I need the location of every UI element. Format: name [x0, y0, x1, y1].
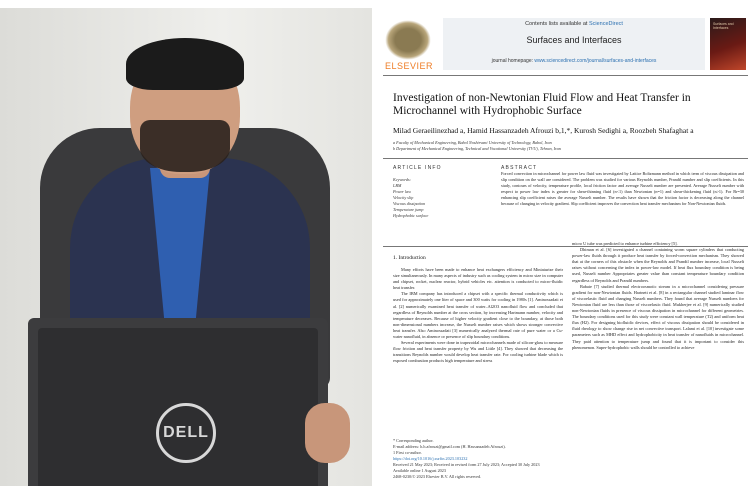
contents-prefix: Contents lists available at: [525, 21, 588, 27]
paragraph: The IBM company has introduced a chipset with a specific thermal conductivity which is used for approximately one liter of space and 300 watts for cooling in 1980s [1]. Aminossadati et al. [2] numerically examined heat transfer of water–Al2O3 nanofluid flow and concluded that regardless of Reynolds number at the cross section, by increasing Hartmann number, velocity and temperature decreases. Because of higher velocity gradient close to the boundary, at those both non-dimensional numbers increase, the Nusselt number raises which shows stronger convective heat transfer. Also Aminossadati [3] numerically analyzed thermal rate of pure water or a Cu-water nanofluid, in absence or presence of slip boundary conditions.: [393, 291, 563, 340]
first-coauthor-note: 1 First co-author.: [393, 450, 422, 455]
hair: [126, 38, 244, 90]
homepage-prefix: journal homepage:: [491, 58, 534, 64]
title-line-1: Investigation of non-Newtonian Fluid Flow and Heat Transfer in: [393, 92, 691, 104]
author-photo: [0, 8, 372, 486]
issn-copyright: 2468-0230/© 2023 Elsevier B.V. All rights reserved.: [393, 474, 482, 479]
keyword: LBM: [393, 183, 402, 188]
paragraph: Many efforts have been made to enhance heat exchangers efficiency and Miniaturize their size simultaneously. In many aspects of industry such as cooling system in micro size in computer and chipset, rocket, nuclear reactor, hybrid vehicles etc. attention is conducted to micro-fluidic heat transfer.: [393, 267, 563, 291]
introduction-heading: 1. Introduction: [393, 255, 426, 261]
doi-link[interactable]: https://doi.org/10.1016/j.surfin.2023.103232: [393, 456, 468, 461]
homepage-link[interactable]: www.sciencedirect.com/journal/surfaces-and-interfaces: [534, 58, 657, 64]
email-note: E-mail address: h.h.afrouzi@gmail.com (H. Hassanzadeh Afrouzi).: [393, 444, 506, 449]
available-online: Available online 1 August 2023: [393, 468, 446, 473]
paragraph: Dhiman et al. [6] investigated a channel containing worm square cylinders that conducting power-law fluids through it produce heat transfer by forced-convection mechanism. They showed that at the corners of this obstacle when the Reynolds and Prandtl number increase, local Nusselt raises without concerning the index in power-law model. If heat flux boundary condition is being used, Nusselt number Appropriates greater value than constant temperature boundary condition regardless of Reynolds and Prandtl numbers.: [572, 247, 744, 283]
paragraph: Babaie [7] studied thermal electroosmotic stream in a microchannel considering pressure gradient for non-Newtonian fluids. Hartnett et al. [8] in a rectangular channel studied laminar flow of viscoelastic fluid and changing Nusselt numbers. They found that average Nusselt numbers for Newtonian fluid are less than those of viscoelastic fluid. Mukherjee et al. [9] numerically studied non-Newtonian fluids in presence of viscous dissipation in microchannel for different geometries. The boundary conditions used for this study were constant wall temperature (T2) and uniform heat flux (H2). For designing biofluidic devices, effect of viscous dissipation should be considered in fluid rheology to show change rise in net convective transport. Lalami et al. [10] investigate some parameters such as MHD effect and hydrophobicity in heat transfer of nanofluids in microchannel. They paid attention to temperature jump and found that it is important to consider this phenomenon. Super-hydrophobic walls should be controlled to achieve: [572, 283, 744, 350]
contents-line: [443, 21, 705, 27]
journal-title: Surfaces and Interfaces: [526, 35, 622, 45]
article-first-page: [383, 14, 748, 484]
elsevier-logo: [385, 20, 435, 72]
hand: [305, 403, 350, 463]
laptop: [28, 318, 328, 486]
journal-cover: [710, 18, 746, 70]
affiliation-b: b Department of Mechanical Engineering, Technical and Vocational University (TVU), Tehran, Iran: [393, 146, 561, 151]
beard: [140, 120, 230, 172]
laptop-lid: [38, 328, 318, 486]
keyword: Power law: [393, 189, 412, 194]
keywords-label: Keywords:: [393, 177, 411, 182]
received-dates: Received 21 May 2023; Received in revised form 27 July 2023; Accepted 30 July 2023: [393, 462, 540, 467]
publisher-name: ELSEVIER: [385, 61, 434, 71]
dell-logo: DELL: [156, 403, 216, 463]
abstract-text: Forced convection in microchannel for power law fluid was investigated by Lattice Boltzmann method in which term of viscous dissipation and slip condition on the wall are considered. The problem was studied for various Reynolds number, Prandtl number and slip coefficients. In this study, contours of velocity, temperature profile, local friction factor and average Nusselt number are presented. Average Nusselt number with respect to power law index is greater for shear-thinning fluid (n<1) than Newtonian (n=1) and shear-thickening fluid (n>1). For Br=30 enhancing slip coefficient raises the average Nusselt number. The results have shown that the friction factor is decreasing along the channel because of changing in velocity gradient. Slip coefficient improves the convection heat transfer mechanism for Non-Newtonian fluids.: [501, 171, 744, 207]
article-title: [393, 92, 733, 118]
keyword: Hydrophobic surface: [393, 213, 429, 218]
footnotes: [393, 438, 593, 480]
info-divider: [383, 158, 748, 159]
keyword: Velocity slip: [393, 195, 414, 200]
left-column: [393, 267, 563, 365]
abstract-heading: ABSTRACT: [501, 165, 538, 171]
keyword: Temperature jump: [393, 207, 424, 212]
article-info-heading: ARTICLE INFO: [393, 165, 442, 171]
elsevier-tree-icon: [385, 20, 431, 60]
paragraph: Several experiments were done in trapezoidal microchannels made of silicon-glass to measure flow friction and heat transfer property by Wu and Little [4]. They showed that decreasing the transitions Reynolds number would develop heat transfer rate. For cooling turbine blade which is exposed combustion products high temperature and stress: [393, 340, 563, 364]
sciencedirect-link[interactable]: ScienceDirect: [588, 21, 623, 27]
affiliation-a: a Faculty of Mechanical Engineering, Babol Noshirvani University of Technology, Babol, Iran: [393, 140, 552, 145]
keyword: Viscous dissipation: [393, 201, 426, 206]
masthead-banner: [443, 18, 705, 70]
header-divider: [383, 75, 748, 76]
corresponding-note: * Corresponding author.: [393, 438, 434, 443]
cover-title: Surfaces and Interfaces: [713, 22, 734, 30]
author-list: Milad Geraeilinezhad a, Hamid Hassanzadeh Afrouzi b,1,*, Kurosh Sedighi a, Roozbeh Shafaghat a: [393, 126, 694, 135]
paragraph: micro U tube was predicted to enhance turbine efficiency [5].: [572, 241, 678, 246]
journal-homepage: [443, 58, 705, 64]
title-line-2: Microchannel with Hydrophobic Surface: [393, 105, 582, 117]
right-column: [572, 241, 744, 351]
journal-masthead: [383, 14, 748, 72]
